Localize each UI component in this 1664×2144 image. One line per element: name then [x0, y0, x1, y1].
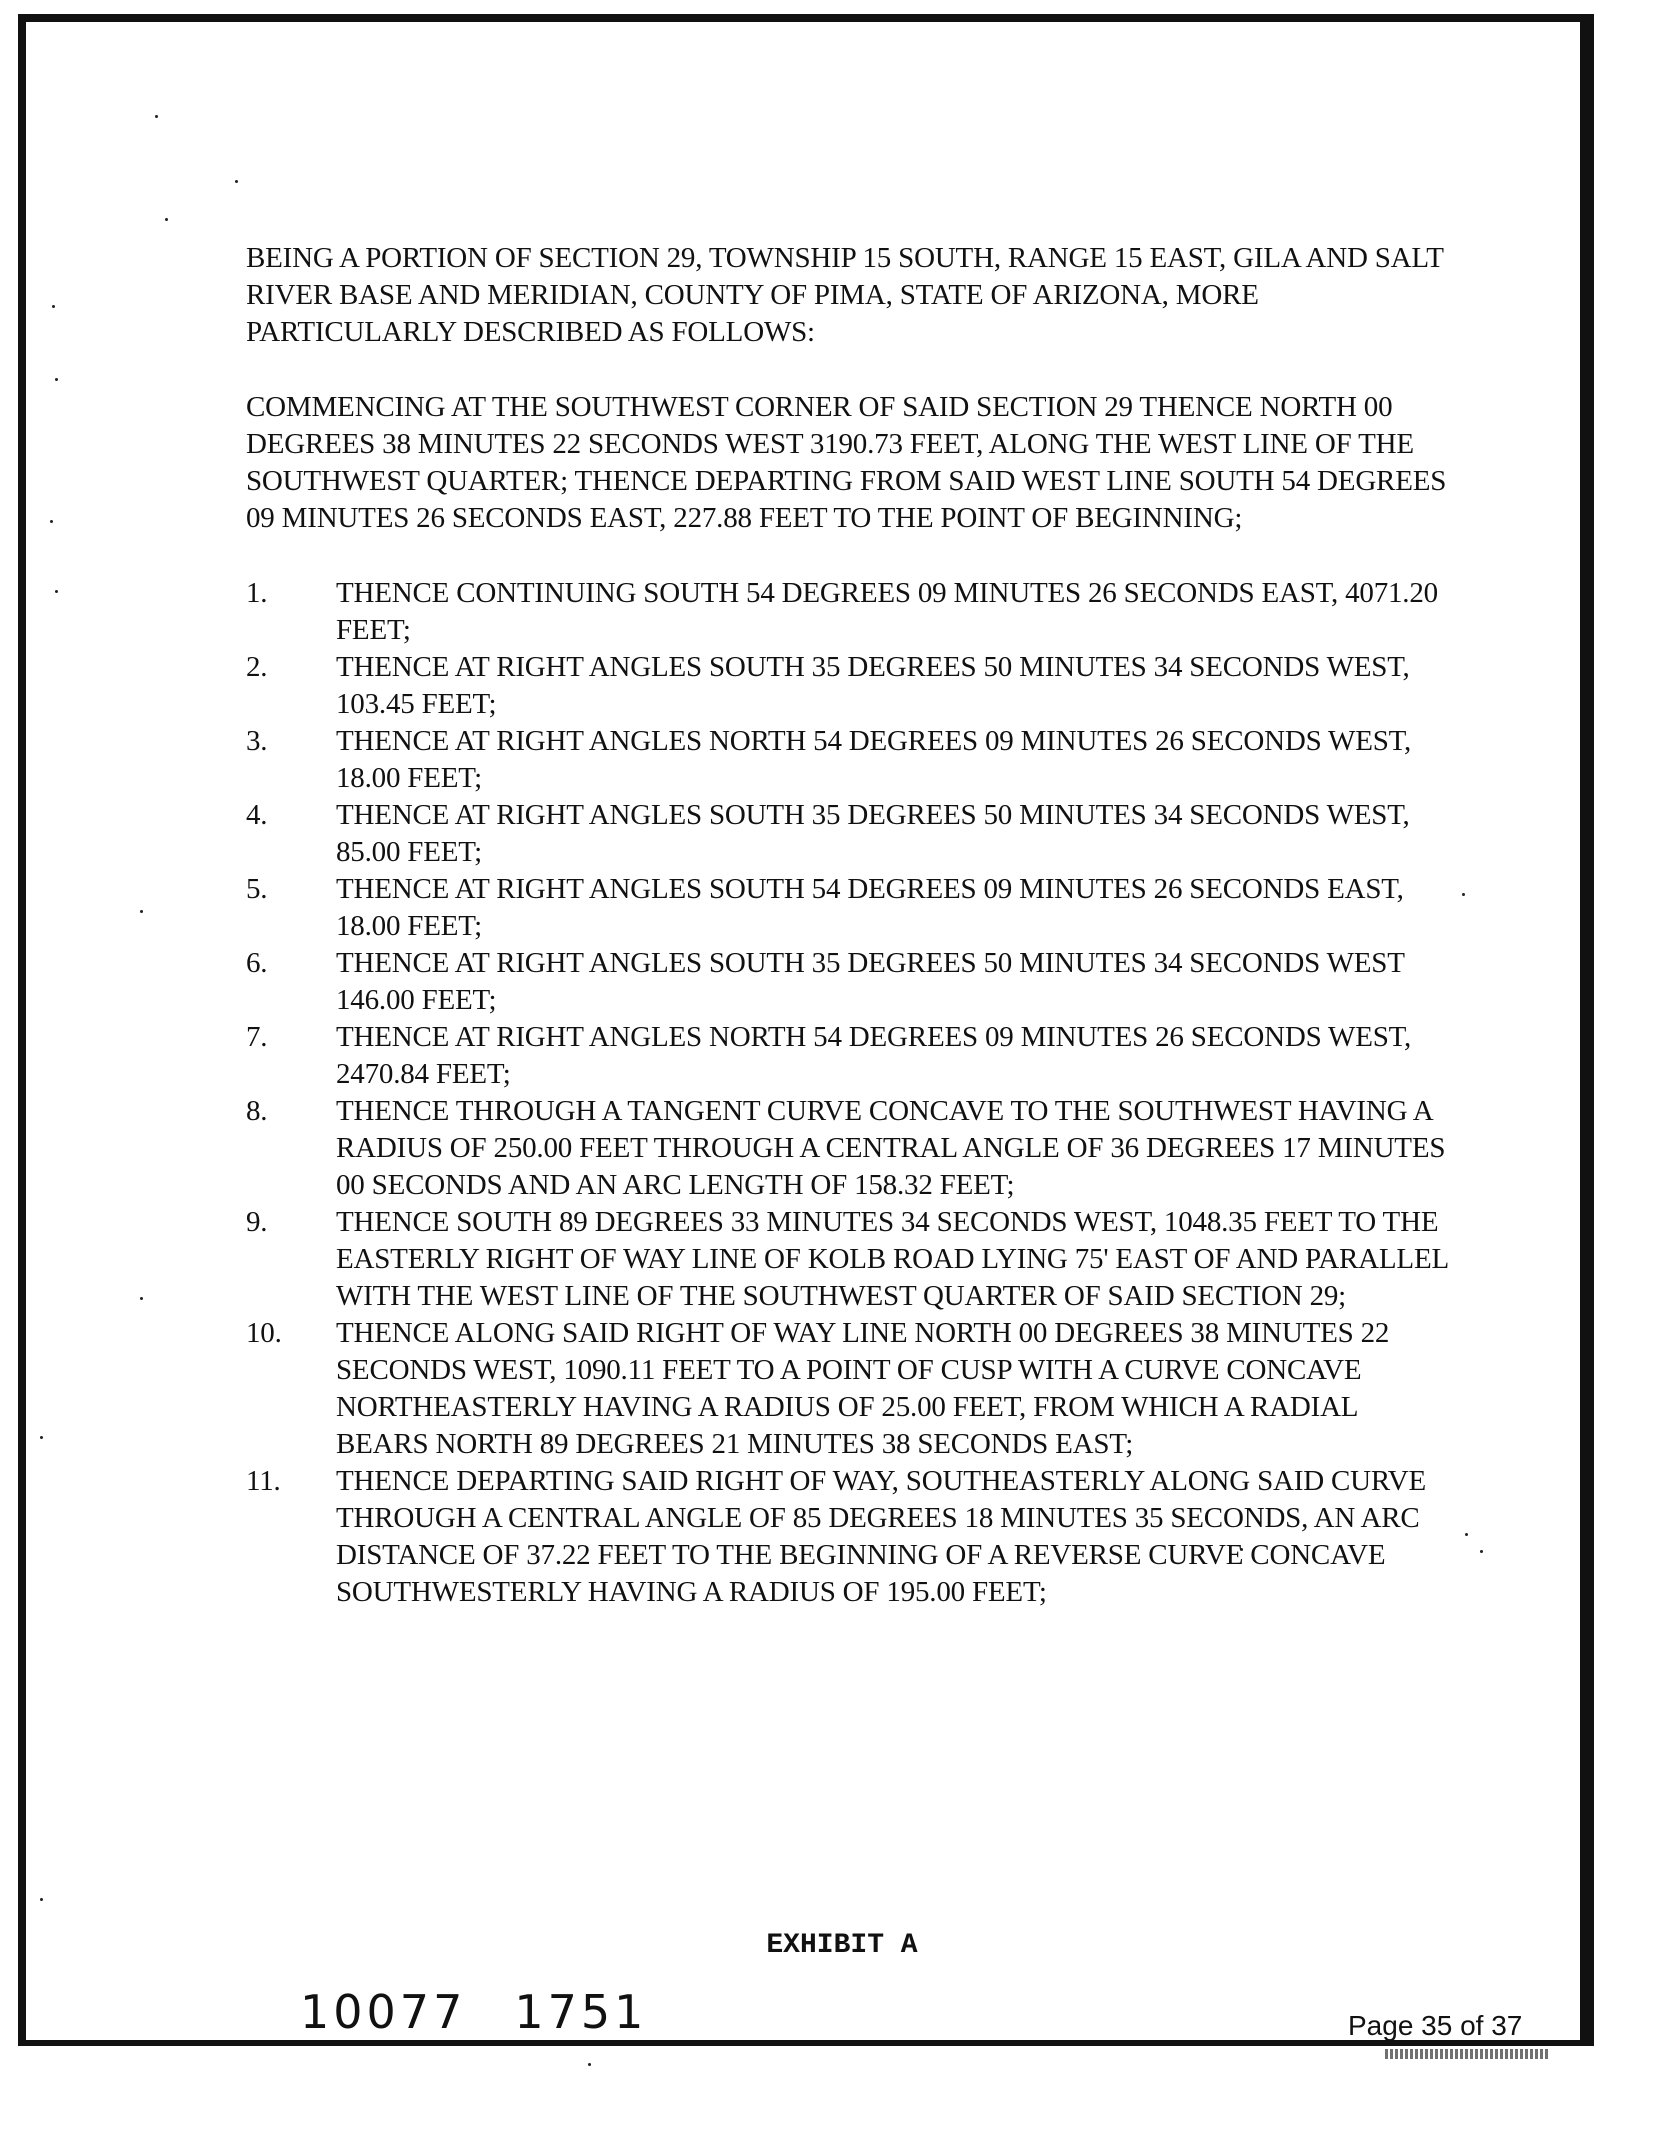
scan-speck — [52, 305, 55, 308]
legal-description — [246, 240, 1456, 1611]
scan-speck — [40, 1436, 43, 1439]
scan-speck — [165, 218, 168, 221]
right-edge-mark — [1580, 1370, 1590, 1374]
list-item — [246, 723, 1456, 797]
call-number: 6. — [246, 947, 268, 979]
call-text: THENCE AT RIGHT ANGLES SOUTH 35 DEGREES 50 MINUTES 34 SECONDS WEST, 103.45 FEET; — [336, 651, 1410, 720]
list-item — [246, 1204, 1456, 1315]
scan-speck — [588, 2063, 591, 2066]
call-number: 1. — [246, 577, 268, 609]
scan-speck — [1462, 893, 1465, 896]
list-item — [246, 649, 1456, 723]
page-number: Page 35 of 37 — [1348, 2010, 1523, 2041]
commencing-paragraph: COMMENCING AT THE SOUTHWEST CORNER OF SAID SECTION 29 THENCE NORTH 00 DEGREES 38 MINUTES 22 SECONDS WEST 3190.73 FEET, ALONG THE WEST LINE OF THE SOUTHWEST QUARTER; THENCE DEPARTING FROM SAID WEST LINE SOUTH 54 DEGREES 09 MINUTES 26 SECONDS EAST, 227.88 FEET TO THE POINT OF BEGINNING; — [246, 391, 1447, 534]
scan-speck — [50, 520, 53, 523]
scan-speck — [1480, 1550, 1483, 1553]
call-text: THENCE AT RIGHT ANGLES SOUTH 54 DEGREES 09 MINUTES 26 SECONDS EAST, 18.00 FEET; — [336, 873, 1404, 942]
intro-paragraph: BEING A PORTION OF SECTION 29, TOWNSHIP 15 SOUTH, RANGE 15 EAST, GILA AND SALT RIVER BASE AND MERIDIAN, COUNTY OF PIMA, STATE OF ARIZONA, MORE PARTICULARLY DESCRIBED AS FOLLOWS: — [246, 242, 1444, 348]
fax-timestamp-stamp — [1385, 2049, 1550, 2059]
recording-page: 1751 — [514, 1985, 648, 2039]
scan-speck — [1465, 1533, 1468, 1536]
call-number: 8. — [246, 1095, 268, 1127]
call-number: 4. — [246, 799, 268, 831]
call-number: 7. — [246, 1021, 268, 1053]
call-text: THENCE SOUTH 89 DEGREES 33 MINUTES 34 SECONDS WEST, 1048.35 FEET TO THE EASTERLY RIGHT OF WAY LINE OF KOLB ROAD LYING 75' EAST OF AND PARALLEL WITH THE WEST LINE OF THE SOUTHWEST QUARTER OF SAID SECTION 29; — [336, 1206, 1448, 1312]
scan-speck — [140, 910, 143, 913]
list-item — [246, 1463, 1456, 1611]
call-number: 10. — [246, 1317, 282, 1349]
scan-speck — [55, 590, 58, 593]
list-item — [246, 945, 1456, 1019]
scan-speck — [140, 1297, 143, 1300]
list-item — [246, 575, 1456, 649]
recording-book: 10077 — [300, 1985, 467, 2039]
right-edge-mark — [1580, 137, 1590, 143]
list-item — [246, 1019, 1456, 1093]
call-text: THENCE THROUGH A TANGENT CURVE CONCAVE TO THE SOUTHWEST HAVING A RADIUS OF 250.00 FEET THROUGH A CENTRAL ANGLE OF 36 DEGREES 17 MINUTES 00 SECONDS AND AN ARC LENGTH OF 158.32 FEET; — [336, 1095, 1446, 1201]
call-number: 2. — [246, 651, 268, 683]
call-text: THENCE AT RIGHT ANGLES SOUTH 35 DEGREES 50 MINUTES 34 SECONDS WEST, 85.00 FEET; — [336, 799, 1410, 868]
scan-speck — [235, 180, 238, 183]
list-item — [246, 1093, 1456, 1204]
survey-calls-list — [246, 575, 1456, 1611]
call-text: THENCE ALONG SAID RIGHT OF WAY LINE NORTH 00 DEGREES 38 MINUTES 22 SECONDS WEST, 1090.11 FEET TO A POINT OF CUSP WITH A CURVE CONCAVE NORTHEASTERLY HAVING A RADIUS OF 25.00 FEET, FROM WHICH A RADIAL BEARS NORTH 89 DEGREES 21 MINUTES 38 SECONDS EAST; — [336, 1317, 1390, 1460]
exhibit-label: EXHIBIT A — [766, 1930, 918, 1961]
list-item — [246, 797, 1456, 871]
call-number: 9. — [246, 1206, 268, 1238]
right-edge-mark — [1580, 1318, 1592, 1322]
recording-number — [300, 1985, 695, 2039]
scan-speck — [55, 378, 58, 381]
call-text: THENCE AT RIGHT ANGLES SOUTH 35 DEGREES 50 MINUTES 34 SECONDS WEST 146.00 FEET; — [336, 947, 1405, 1016]
call-number: 5. — [246, 873, 268, 905]
scan-speck — [155, 115, 158, 118]
call-number: 3. — [246, 725, 268, 757]
list-item — [246, 1315, 1456, 1463]
call-text: THENCE AT RIGHT ANGLES NORTH 54 DEGREES 09 MINUTES 26 SECONDS WEST, 18.00 FEET; — [336, 725, 1412, 794]
call-text: THENCE DEPARTING SAID RIGHT OF WAY, SOUTHEASTERLY ALONG SAID CURVE THROUGH A CENTRAL ANGLE OF 85 DEGREES 18 MINUTES 35 SECONDS, AN ARC DISTANCE OF 37.22 FEET TO THE BEGINNING OF A REVERSE CURVE CONCAVE SOUTHWESTERLY HAVING A RADIUS OF 195.00 FEET; — [336, 1465, 1426, 1608]
call-text: THENCE CONTINUING SOUTH 54 DEGREES 09 MINUTES 26 SECONDS EAST, 4071.20 FEET; — [336, 577, 1438, 646]
call-number: 11. — [246, 1465, 281, 1497]
scan-speck — [40, 1898, 43, 1901]
list-item — [246, 871, 1456, 945]
call-text: THENCE AT RIGHT ANGLES NORTH 54 DEGREES 09 MINUTES 26 SECONDS WEST, 2470.84 FEET; — [336, 1021, 1412, 1090]
